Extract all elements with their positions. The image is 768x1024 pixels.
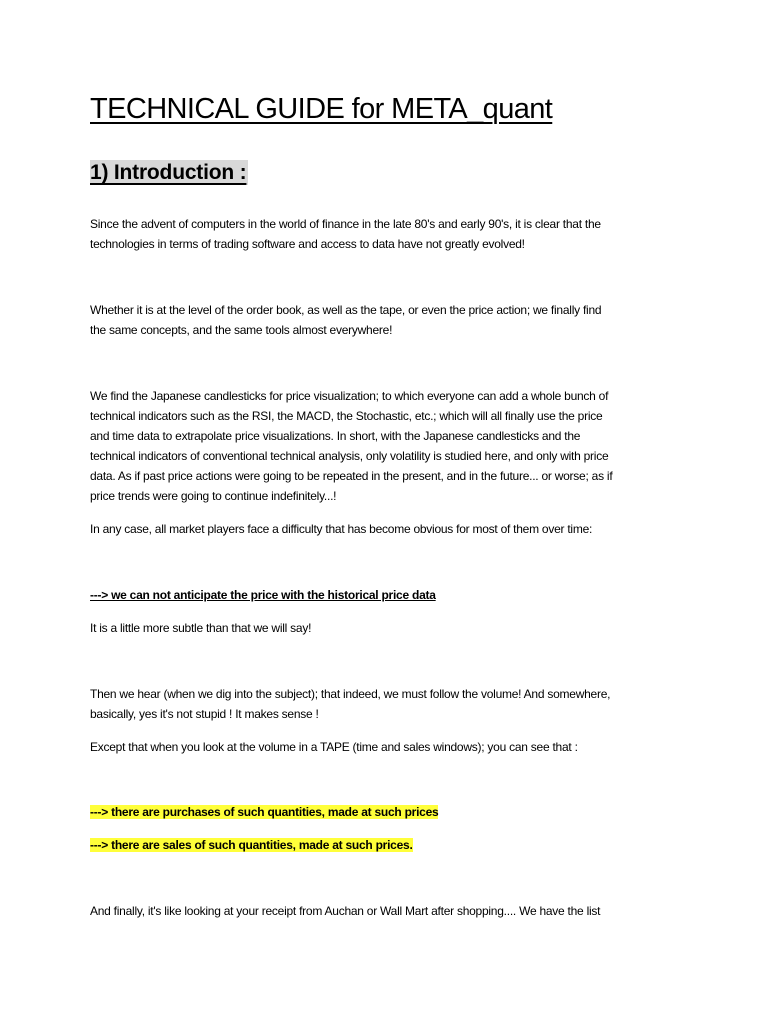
paragraph-line: technical indicators such as the RSI, the MACD, the Stochastic, etc.; which will all finally use the price bbox=[90, 409, 603, 423]
paragraph-line: and time data to extrapolate price visualizations. In short, with the Japanese candlesticks and the bbox=[90, 429, 581, 443]
paragraph-line: It is a little more subtle than that we will say! bbox=[90, 621, 312, 635]
section-heading-introduction bbox=[90, 161, 248, 185]
paragraph-line: We find the Japanese candlesticks for price visualization; to which everyone can add a whole bunch of bbox=[90, 389, 609, 403]
paragraph-line: basically, yes it's not stupid ! It makes sense ! bbox=[90, 707, 319, 721]
highlighted-text: ---> there are purchases of such quantities, made at such prices bbox=[90, 805, 439, 819]
document-title: TECHNICAL GUIDE for META_quant bbox=[90, 93, 553, 125]
paragraph-line: price trends were going to continue indefinitely...! bbox=[90, 489, 337, 503]
paragraph-line: And finally, it's like looking at your receipt from Auchan or Wall Mart after shopping.... We have the list bbox=[90, 904, 601, 918]
highlighted-point-sales bbox=[90, 835, 413, 855]
paragraph-line: technologies in terms of trading software and access to data have not greatly evolved! bbox=[90, 237, 525, 251]
paragraph-line: data. As if past price actions were going to be repeated in the present, and in the future... or worse; as if bbox=[90, 469, 613, 483]
paragraph-line: Since the advent of computers in the world of finance in the late 80's and early 90's, it is clear that the bbox=[90, 217, 601, 231]
paragraph-line: Whether it is at the level of the order book, as well as the tape, or even the price action; we finally find bbox=[90, 303, 602, 317]
key-statement-underlined: ---> we can not anticipate the price with the historical price data bbox=[90, 588, 436, 602]
paragraph-line: Except that when you look at the volume in a TAPE (time and sales windows); you can see that : bbox=[90, 740, 578, 754]
paragraph-line: the same concepts, and the same tools almost everywhere! bbox=[90, 323, 393, 337]
paragraph-line: In any case, all market players face a difficulty that has become obvious for most of them over time: bbox=[90, 522, 593, 536]
section-heading-text: 1) Introduction : bbox=[90, 161, 247, 184]
paragraph-line: Then we hear (when we dig into the subject); that indeed, we must follow the volume! And somewhere, bbox=[90, 687, 611, 701]
highlighted-point-purchases bbox=[90, 802, 438, 822]
paragraph-line: technical indicators of conventional technical analysis, only volatility is studied here, and only with price bbox=[90, 449, 609, 463]
highlighted-text: ---> there are sales of such quantities, made at such prices. bbox=[90, 838, 413, 852]
